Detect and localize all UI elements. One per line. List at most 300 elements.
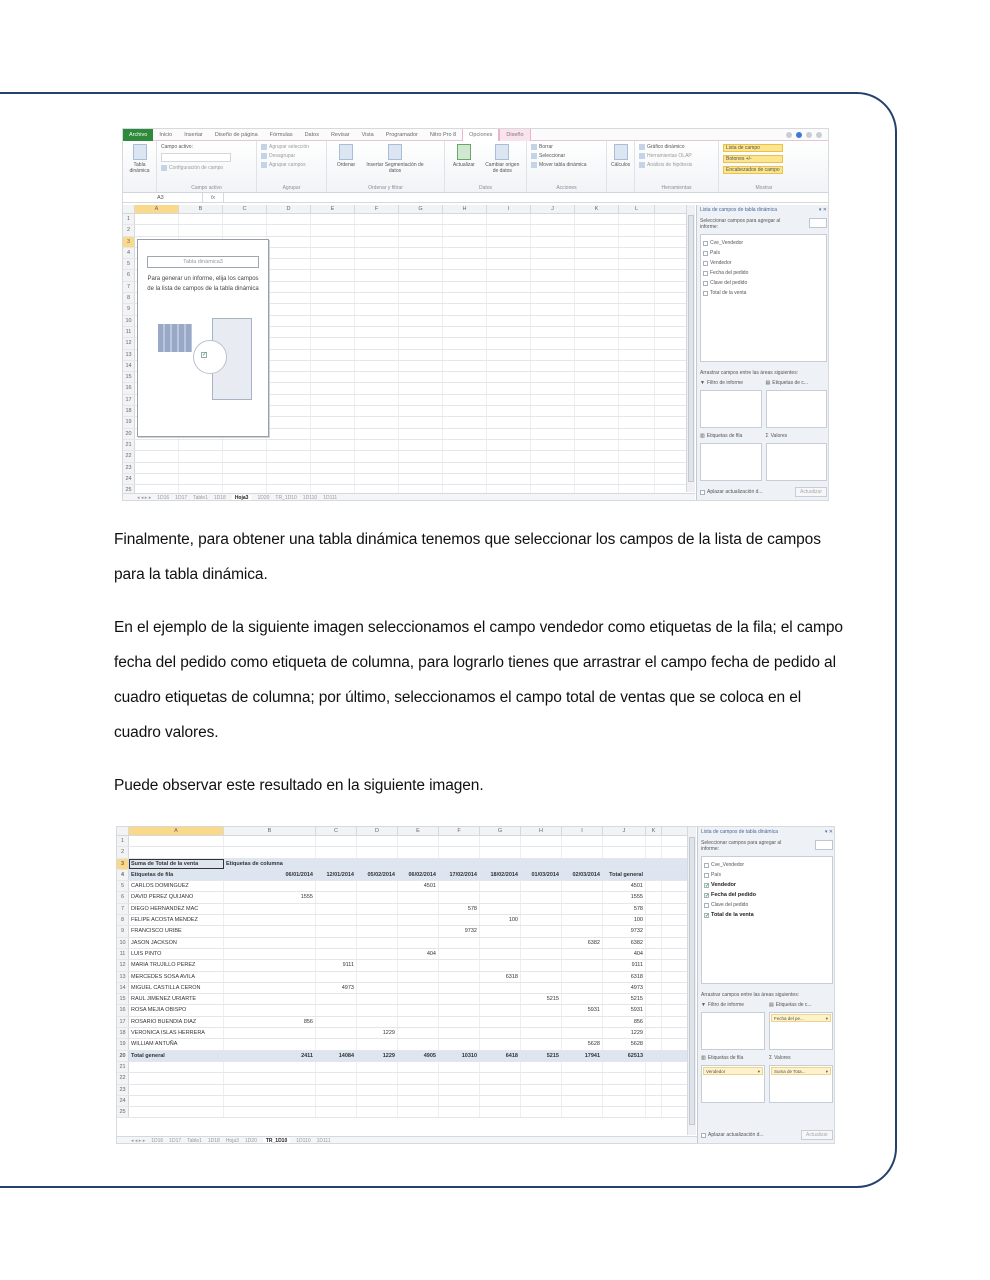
cell[interactable] [521,1039,562,1049]
cell[interactable] [562,1073,603,1083]
row-header[interactable]: 4 [123,248,135,258]
date-header[interactable]: 18/02/2014 [490,871,518,878]
cell[interactable] [575,248,619,258]
row-label[interactable]: MERCEDES SOSA AVILA [129,972,224,982]
cell[interactable] [562,892,603,902]
cell[interactable] [531,214,575,224]
cell[interactable] [316,972,357,982]
date-header[interactable]: 01/03/2014 [531,871,559,878]
cell[interactable] [398,1107,439,1117]
cell[interactable] [355,395,399,405]
cell[interactable] [357,1062,398,1072]
column-field-pill[interactable]: Fecha del pe... ▾ [771,1014,831,1022]
cell[interactable] [316,904,357,914]
sort-button[interactable]: Ordenar [331,144,361,192]
cell[interactable] [575,316,619,326]
layout-button[interactable] [809,218,827,228]
cell[interactable] [575,225,619,235]
cell[interactable] [443,259,487,269]
cell[interactable] [487,372,531,382]
row-header[interactable]: 11 [123,327,135,337]
row-header[interactable]: 23 [117,1085,129,1095]
cell[interactable] [487,417,531,427]
cell[interactable] [316,1005,357,1015]
cell[interactable] [480,1096,521,1106]
cell[interactable] [487,304,531,314]
cell[interactable] [129,1107,224,1117]
sheet-nav-arrows-icon[interactable]: ◂ ◂ ▸ ▸ [137,494,152,501]
row-header[interactable]: 19 [117,1039,129,1049]
row-header[interactable]: 15 [123,372,135,382]
date-header[interactable]: 06/01/2014 [285,871,313,878]
row-label[interactable]: DIEGO HERNANDEZ MAC [129,904,224,914]
cell[interactable] [487,259,531,269]
values-area[interactable] [769,1065,833,1103]
cell[interactable] [439,881,480,891]
cell[interactable] [646,949,662,959]
cell[interactable] [316,892,357,902]
cell[interactable] [575,361,619,371]
column-header[interactable]: F [439,827,480,835]
cell[interactable] [531,304,575,314]
cell[interactable] [439,836,480,846]
cell[interactable] [619,304,655,314]
cell[interactable] [398,994,439,1004]
cell[interactable] [223,463,267,473]
cell[interactable] [316,881,357,891]
cell[interactable] [179,463,223,473]
cell[interactable] [646,836,662,846]
row-label[interactable]: DAVID PEREZ QUIJANO [129,892,224,902]
cell[interactable] [316,938,357,948]
cell[interactable] [603,1085,646,1095]
cell[interactable] [311,282,355,292]
cell[interactable] [480,960,521,970]
cell[interactable] [399,383,443,393]
cell[interactable] [355,350,399,360]
cell[interactable] [521,938,562,948]
ungroup-button[interactable]: Desagrupar [261,153,309,159]
cell[interactable] [267,474,311,484]
cell[interactable] [487,237,531,247]
cell[interactable] [619,429,655,439]
cell[interactable] [531,429,575,439]
row-total[interactable]: 4501 [603,881,646,891]
cell[interactable] [443,361,487,371]
column-labels-area[interactable] [769,1012,833,1050]
row-header[interactable]: 7 [123,282,135,292]
cell[interactable] [224,994,316,1004]
cell[interactable] [480,1107,521,1117]
cell[interactable] [480,1073,521,1083]
cell[interactable] [398,1085,439,1095]
cell[interactable] [224,904,316,914]
row-header[interactable]: 18 [117,1028,129,1038]
cell[interactable] [135,225,179,235]
cell[interactable] [439,915,480,925]
what-if-button[interactable]: Análisis de hipótesis [639,162,692,168]
cell[interactable] [562,983,603,993]
row-header[interactable]: 5 [123,259,135,269]
cell[interactable] [443,248,487,258]
cell[interactable] [223,214,267,224]
update-button[interactable]: Actualizar [801,1130,833,1140]
field-list-toggle[interactable]: Lista de campo [723,144,783,152]
cell[interactable] [443,237,487,247]
cell[interactable] [357,1073,398,1083]
cell[interactable] [311,248,355,258]
cell[interactable] [224,949,316,959]
cell[interactable] [521,949,562,959]
cell[interactable] [619,270,655,280]
cell[interactable] [399,372,443,382]
cell[interactable]: 5628 [562,1039,603,1049]
row-total[interactable]: 1229 [603,1028,646,1038]
name-box[interactable]: A3 [123,193,203,202]
cell[interactable] [224,1028,316,1038]
field-checkbox[interactable]: Clave del pedido [704,900,830,910]
cell[interactable] [267,350,311,360]
cell[interactable] [443,338,487,348]
cell[interactable] [129,1085,224,1095]
cell[interactable] [316,1085,357,1095]
cell[interactable] [521,1096,562,1106]
cell[interactable] [357,1017,398,1027]
row-header[interactable]: 2 [117,847,129,857]
cell[interactable] [355,474,399,484]
cell[interactable] [575,293,619,303]
cell[interactable] [443,270,487,280]
cell[interactable] [399,361,443,371]
cell[interactable] [480,938,521,948]
cell[interactable] [357,1085,398,1095]
cell[interactable] [562,1085,603,1095]
cell[interactable] [439,1073,480,1083]
column-header[interactable]: J [531,205,575,213]
cell[interactable] [224,960,316,970]
cell[interactable] [480,859,521,869]
formula-input[interactable] [223,193,828,202]
cell[interactable] [355,293,399,303]
row-header[interactable]: 25 [117,1107,129,1117]
cell[interactable]: 404 [398,949,439,959]
cell[interactable] [311,270,355,280]
tab-nitro[interactable]: Nitro Pro 8 [429,131,457,138]
field-checkbox[interactable]: Vendedor [703,258,824,268]
field-settings-button[interactable]: Configuración de campo [161,165,231,171]
cell[interactable] [223,440,267,450]
tab-opciones[interactable]: Opciones [462,129,499,141]
cell[interactable] [399,304,443,314]
cell[interactable] [646,1096,662,1106]
tab-diseno[interactable]: Diseño [499,129,530,141]
cell[interactable]: 100 [480,915,521,925]
cell[interactable] [480,949,521,959]
cell[interactable] [480,904,521,914]
cell[interactable] [619,350,655,360]
cell[interactable] [439,1085,480,1095]
cell[interactable] [480,1062,521,1072]
pivot-table-button[interactable]: Tabla dinámica [127,144,152,192]
cell[interactable] [316,994,357,1004]
cell[interactable] [311,327,355,337]
row-header[interactable]: 14 [123,361,135,371]
sheet-tab[interactable]: TR_1D10 [263,1138,290,1144]
row-header[interactable]: 2 [123,225,135,235]
values-area[interactable] [766,443,828,481]
cell[interactable] [355,237,399,247]
cell[interactable] [398,960,439,970]
cell[interactable] [355,338,399,348]
cell[interactable]: 4973 [316,983,357,993]
cell[interactable]: 1555 [224,892,316,902]
cell[interactable] [480,926,521,936]
select-all-corner[interactable] [117,827,129,835]
cell[interactable] [575,270,619,280]
cell[interactable] [311,406,355,416]
row-header[interactable]: 11 [117,949,129,959]
cell[interactable] [603,847,646,857]
cell[interactable] [398,926,439,936]
cell[interactable] [521,1107,562,1117]
column-header[interactable]: H [443,205,487,213]
cell[interactable] [646,915,662,925]
cell[interactable] [355,463,399,473]
cell[interactable] [267,259,311,269]
cell[interactable] [646,926,662,936]
tab-inicio[interactable]: Inicio [159,131,173,138]
restore-icon[interactable] [806,132,812,138]
cell[interactable] [521,960,562,970]
sheet-tab[interactable]: 1D17 [169,1137,182,1144]
report-filter-area[interactable] [701,1012,765,1050]
cell[interactable] [399,429,443,439]
cell[interactable] [646,1073,662,1083]
cell[interactable] [398,1028,439,1038]
cell[interactable] [531,451,575,461]
cell[interactable] [224,1005,316,1015]
worksheet-grid[interactable] [117,827,687,1118]
vertical-scrollbar[interactable] [686,205,695,492]
cell[interactable] [646,972,662,982]
column-total[interactable]: 5215 [546,1052,559,1059]
cell[interactable] [480,881,521,891]
sheet-tab[interactable]: 1D111 [323,494,338,501]
cell[interactable] [531,395,575,405]
cell[interactable] [619,440,655,450]
grand-total[interactable]: 62513 [627,1052,643,1059]
row-header[interactable]: 8 [117,915,129,925]
row-header[interactable]: 10 [123,316,135,326]
cell[interactable] [531,248,575,258]
row-label[interactable]: MARIA TRUJILLO PEREZ [129,960,224,970]
cell[interactable] [398,938,439,948]
layout-button[interactable] [815,840,833,850]
cell[interactable] [179,225,223,235]
update-button[interactable]: Actualizar [795,487,827,497]
cell[interactable] [619,383,655,393]
cell[interactable] [357,904,398,914]
cell[interactable] [267,214,311,224]
cell[interactable] [619,361,655,371]
cell[interactable] [646,994,662,1004]
pivot-placeholder[interactable] [137,239,269,437]
cell[interactable] [267,429,311,439]
row-header[interactable]: 24 [123,474,135,484]
tab-revisar[interactable]: Revisar [330,131,350,138]
cell[interactable] [311,451,355,461]
cell[interactable] [439,1062,480,1072]
column-total[interactable]: 1229 [382,1052,395,1059]
cell[interactable] [487,214,531,224]
cell[interactable]: 578 [439,904,480,914]
cell[interactable] [443,395,487,405]
cell[interactable] [223,474,267,484]
select-button[interactable]: Seleccionar [531,153,587,159]
cell[interactable] [531,327,575,337]
row-header[interactable]: 25 [123,485,135,495]
cell[interactable] [398,847,439,857]
row-header[interactable]: 22 [117,1073,129,1083]
defer-update-checkbox[interactable]: Aplazar actualización d... [701,1130,764,1140]
row-header[interactable]: 24 [117,1096,129,1106]
cell[interactable] [399,440,443,450]
cell[interactable] [439,1039,480,1049]
cell[interactable] [357,1107,398,1117]
cell[interactable] [603,1062,646,1072]
cell[interactable] [480,1005,521,1015]
close-icon[interactable]: ▾ ✕ [818,207,827,213]
cell[interactable] [316,859,357,869]
cell[interactable] [487,248,531,258]
cell[interactable] [521,1085,562,1095]
cell[interactable] [521,926,562,936]
cell[interactable] [267,293,311,303]
column-header[interactable]: D [357,827,398,835]
cell[interactable] [399,316,443,326]
sheet-tab[interactable]: 1D20 [244,1137,257,1144]
cell[interactable] [487,316,531,326]
field-checkbox[interactable]: ✓ Fecha del pedido [705,892,756,899]
defer-update-checkbox[interactable]: Aplazar actualización d... [700,487,763,497]
column-header[interactable]: B [224,827,316,835]
cell[interactable] [311,372,355,382]
column-total[interactable]: 2411 [301,1052,313,1059]
cell[interactable] [357,926,398,936]
cell[interactable] [355,259,399,269]
cell[interactable] [398,915,439,925]
cell[interactable] [316,1039,357,1049]
tab-formulas[interactable]: Fórmulas [269,131,293,138]
sheet-nav-arrows-icon[interactable]: ◂ ◂ ▸ ▸ [131,1137,146,1144]
column-header[interactable]: B [179,205,223,213]
cell[interactable] [646,859,662,869]
cell[interactable] [443,350,487,360]
date-header[interactable]: 06/02/2014 [408,871,436,878]
cell[interactable] [357,847,398,857]
cell[interactable] [399,237,443,247]
cell[interactable] [575,282,619,292]
cell[interactable] [562,1062,603,1072]
field-checkbox[interactable]: ✓ Total de la venta [705,912,754,919]
cell[interactable] [135,474,179,484]
cell[interactable] [267,270,311,280]
cell[interactable] [267,338,311,348]
row-header[interactable]: 3 [117,859,129,869]
cell[interactable] [575,440,619,450]
cell[interactable] [399,259,443,269]
cell[interactable] [311,316,355,326]
cell[interactable] [439,847,480,857]
tab-diseno-pagina[interactable]: Diseño de página [214,131,258,138]
cell[interactable] [443,293,487,303]
cell[interactable] [562,881,603,891]
cell[interactable] [531,338,575,348]
cell[interactable] [399,282,443,292]
cell[interactable]: 4501 [398,881,439,891]
cell[interactable] [439,1096,480,1106]
cell[interactable] [531,440,575,450]
cell[interactable] [224,847,316,857]
tab-vista[interactable]: Vista [361,131,374,138]
cell[interactable] [355,316,399,326]
cell[interactable] [487,440,531,450]
cell[interactable] [316,1073,357,1083]
active-field-input[interactable] [161,153,231,162]
cell[interactable] [311,237,355,247]
column-labels-filter[interactable]: Etiquetas de columna [226,860,283,867]
cell[interactable]: 9111 [316,960,357,970]
field-headers-toggle[interactable]: Encabezados de campo [723,166,783,174]
cell[interactable] [575,338,619,348]
cell[interactable] [311,474,355,484]
cell[interactable] [439,994,480,1004]
cell[interactable] [129,836,224,846]
row-header[interactable]: 17 [117,1017,129,1027]
cell[interactable] [480,836,521,846]
cell[interactable] [443,406,487,416]
row-total[interactable]: 578 [603,904,646,914]
cell[interactable] [129,847,224,857]
sheet-tab[interactable]: 1D16 [151,1137,164,1144]
row-label[interactable]: RAUL JIMENEZ URIARTE [129,994,224,1004]
cell[interactable] [531,372,575,382]
cell[interactable] [355,406,399,416]
cell[interactable] [603,1073,646,1083]
column-header[interactable]: I [487,205,531,213]
column-header[interactable]: G [399,205,443,213]
column-header[interactable]: K [575,205,619,213]
cell[interactable] [316,949,357,959]
cell[interactable] [603,836,646,846]
cell[interactable] [224,881,316,891]
cell[interactable] [267,327,311,337]
cell[interactable] [355,225,399,235]
cell[interactable] [619,259,655,269]
cell[interactable] [531,282,575,292]
cell[interactable] [399,395,443,405]
column-header[interactable]: E [398,827,439,835]
cell[interactable] [135,451,179,461]
select-all-corner[interactable] [123,205,135,213]
cell[interactable] [135,463,179,473]
cell[interactable] [443,304,487,314]
cell[interactable] [311,259,355,269]
cell[interactable] [619,214,655,224]
cell[interactable] [399,214,443,224]
row-header[interactable]: 9 [123,304,135,314]
cell[interactable] [562,915,603,925]
